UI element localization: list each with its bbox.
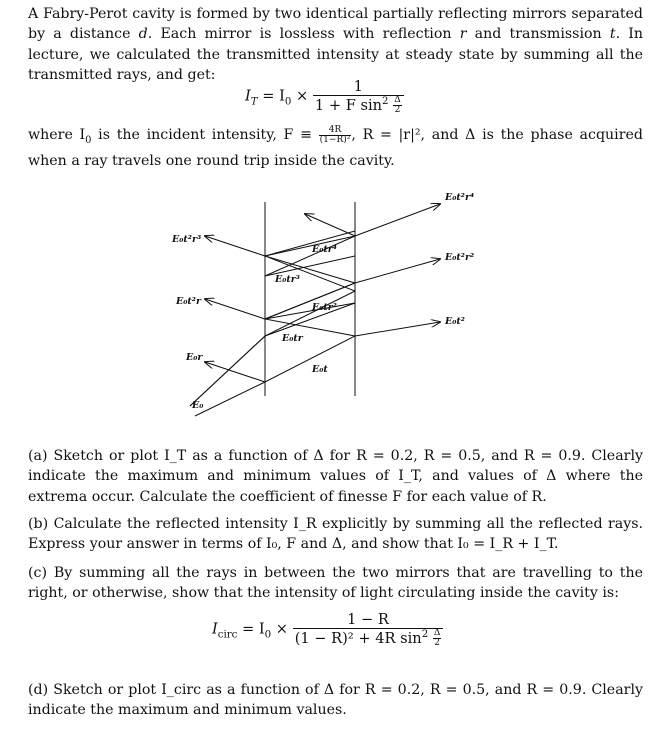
eq1-numerator: 1 [313,78,404,96]
eq2-lhs-sub: circ [217,629,238,641]
cavity-zigzag [190,231,355,406]
transmitted-intensity-equation [245,78,404,115]
eq1-times: × [291,87,313,105]
incident-ray [190,336,265,406]
label-E0t2r: E₀t²r [176,296,201,307]
where-sub: 0 [85,134,92,146]
intro-text-1: A Fabry-Perot cavity is formed by two identical partially reflecting mirrors separated by a distance [28,6,643,43]
label-E0t2r3: E₀t²r³ [172,234,202,245]
label-E0t2r2: E₀t²r² [445,252,475,263]
reflected-E0r [205,362,265,382]
eq1-lhs: I [245,87,251,105]
label-E0r: E₀r [186,352,203,363]
fabry-perot-ray-diagram [150,186,510,426]
label-E0t2r4: E₀t²r⁴ [445,192,475,203]
eq1-half-num: Δ [394,95,401,106]
var-t: t [609,26,616,43]
label-E0tr3: E₀tr³ [275,274,300,285]
intro-text-3: and transmission [466,26,610,43]
eq1-den-sup: 2 [382,96,389,107]
label-E0tr: E₀tr [282,333,303,344]
label-E0tr2: E₀tr² [312,302,337,313]
eq2-mid: = I [237,620,265,638]
definitions-paragraph [28,125,643,171]
incident-ray-main [195,382,265,416]
where-text-3: , R = |r|², and Δ is the phase acquired when a ray travels one round trip inside the cavity. [28,127,643,170]
cavity-bounce-path [265,236,355,382]
eq2-half-num: Δ [433,628,441,639]
eq2-mid-sub: 0 [264,629,272,641]
eq1-lhs-sub: T [250,96,258,108]
eq2-times: × [271,620,293,638]
eq2-den-text: (1 − R)² + 4R sin [294,629,422,647]
label-E0t: E₀t [312,364,328,375]
ray-E0t [265,303,355,336]
transmitted-E0t2r4 [355,204,440,236]
eq1-mid: = I [257,87,285,105]
reflected-E0t2r3 [205,236,265,256]
part-b: (b) Calculate the reflected intensity I_R explicitly by summing all the reflected rays. Express your answer in terms of I₀, F and Δ, and show that I₀ = I_R + I_T. [28,516,643,553]
label-E0: E₀ [192,400,204,411]
var-d: d [138,26,148,43]
where-text-1: where I [28,127,86,143]
eq2-half-den: 2 [434,638,440,649]
part-d: (d) Sketch or plot I_circ as a function of Δ for R = 0.2, R = 0.5, and R = 0.9. Clearly indicate the maximum and minimum values. [28,682,643,719]
eq2-fraction [293,611,444,648]
eq1-half-delta [393,96,402,115]
ray-E0tr [265,303,355,319]
part-c: (c) By summing all the rays in between the two mirrors that are travelling to the right, or otherwise, show that the intensity of light circulating inside the cavity is: [28,565,643,602]
finesse-num: 4R [319,126,352,136]
eq1-fraction [313,78,404,115]
eq1-half-den: 2 [394,105,401,116]
eq1-mid-sub: 0 [284,96,292,108]
part-a: (a) Sketch or plot I_T as a function of Δ for R = 0.2, R = 0.5, and R = 0.9. Clearly indicate the maximum and minimum values of I_T, and values of Δ where the extrema occur. Calculate the coefficient of finesse F for each value of R. [28,448,643,505]
circulating-intensity-equation [212,611,443,648]
label-E0tr4: E₀tr⁴ [312,244,337,255]
intro-text-2: . Each mirror is lossless with reflection [147,26,460,43]
finesse-fraction [319,126,352,145]
eq2-den-sup: 2 [421,629,429,640]
reflected-E0t2r [205,299,265,319]
eq1-den-text: 1 + F sin [314,96,383,114]
eq2-numerator: 1 − R [293,611,444,629]
eq2-half-delta [433,629,442,648]
eq1-denominator [313,96,404,115]
finesse-den: (1−R)² [319,134,351,145]
var-r: r [459,26,467,43]
intro-paragraph [28,4,643,85]
intro-text-4: . In lecture, we calculated the transmitted intensity at steady state by summing all the transmitted rays, and get: [28,26,643,83]
transmitted-E0t2r2 [355,259,440,283]
ray-E0tr5 [305,214,355,236]
transmitted-E0t2 [355,322,440,336]
eq2-lhs: I [212,620,218,638]
label-E0t2: E₀t² [445,316,465,327]
where-text-2: is the incident intensity, F ≡ [91,127,319,143]
eq2-denominator [293,629,444,648]
